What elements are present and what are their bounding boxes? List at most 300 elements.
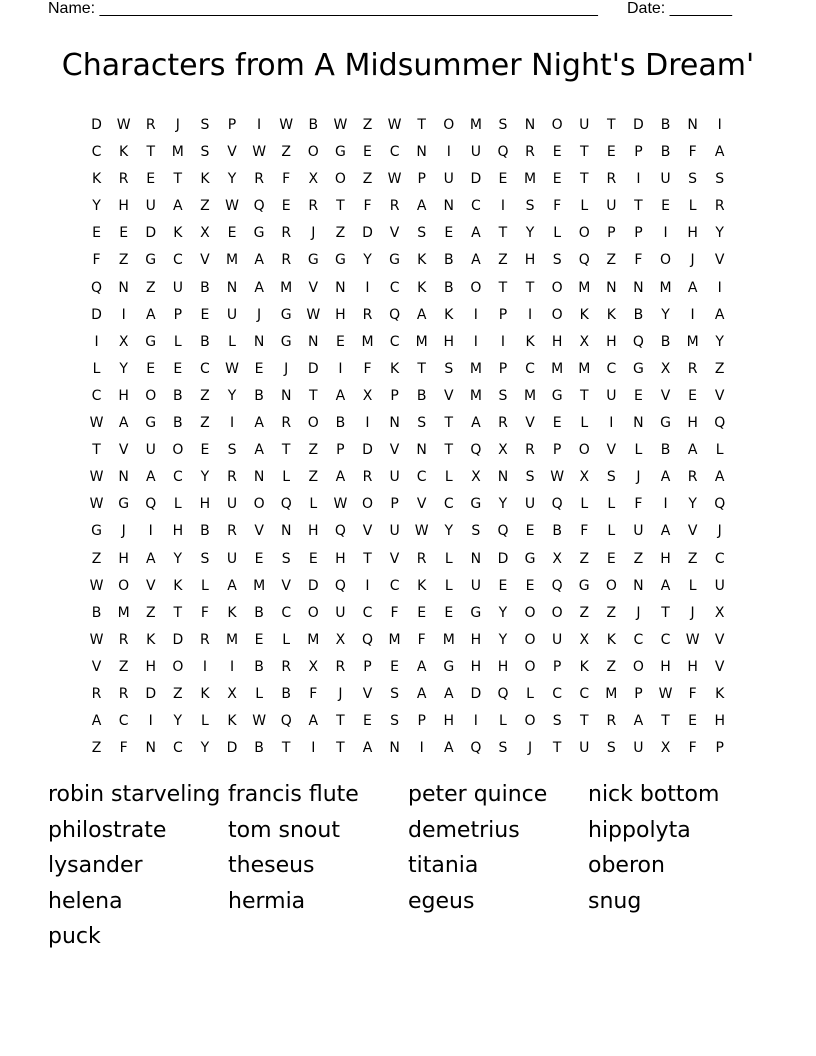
grid-letter: H — [335, 306, 346, 323]
grid-letter: I — [365, 279, 370, 296]
grid-letter: R — [281, 225, 292, 242]
grid-letter: U — [579, 117, 590, 133]
grid-letter: A — [335, 387, 346, 404]
grid-letter: W — [225, 198, 239, 215]
grid-letter: K — [579, 658, 589, 675]
grid-letter: J — [284, 360, 289, 377]
grid-letter: S — [498, 117, 508, 133]
grid-letter: O — [118, 577, 130, 594]
grid-letter: V — [145, 577, 156, 594]
grid-letter: V — [606, 442, 617, 459]
grid-letter: N — [389, 740, 400, 757]
grid-letter: B — [443, 279, 454, 296]
grid-letter: T — [173, 604, 183, 621]
grid-letter: Y — [688, 496, 697, 513]
grid-letter: W — [89, 631, 104, 648]
word-bank-item: robin starveling — [48, 782, 221, 807]
grid-letter: V — [660, 387, 671, 404]
grid-letter: V — [200, 252, 210, 269]
grid-letter: U — [524, 496, 536, 513]
grid-letter: A — [416, 306, 427, 323]
grid-letter: V — [227, 144, 237, 161]
grid-letter: C — [633, 631, 644, 648]
grid-letter: S — [498, 387, 508, 404]
grid-letter: I — [527, 306, 533, 323]
grid-letter: U — [226, 306, 238, 323]
grid-letter: R — [281, 658, 292, 675]
grid-letter: T — [634, 198, 643, 215]
grid-letter: L — [201, 577, 209, 594]
grid-letter: S — [688, 171, 698, 188]
grid-letter: W — [658, 685, 673, 702]
grid-letter: V — [254, 523, 264, 540]
grid-letter: W — [89, 577, 104, 594]
grid-letter: S — [552, 252, 562, 269]
grid-letter: L — [580, 496, 589, 513]
grid-letter: Z — [118, 252, 129, 269]
grid-letter: X — [579, 333, 590, 350]
grid-letter: W — [252, 713, 267, 730]
name-field-label: Name: ________________________________________________________ — [48, 0, 598, 17]
grid-letter: W — [306, 306, 321, 323]
grid-letter: U — [443, 171, 454, 188]
grid-letter: S — [281, 550, 291, 567]
grid-letter: F — [688, 685, 697, 702]
grid-letter: G — [280, 333, 292, 350]
grid-letter: C — [606, 360, 617, 377]
word-bank-item: hermia — [228, 888, 306, 914]
grid-letter: B — [660, 144, 671, 161]
grid-letter: A — [118, 415, 129, 432]
grid-letter: A — [660, 577, 671, 594]
grid-letter: J — [690, 604, 695, 621]
grid-letter: I — [311, 740, 316, 757]
grid-letter: K — [579, 306, 589, 323]
grid-letter: Y — [92, 198, 101, 215]
grid-letter: I — [663, 496, 668, 513]
grid-letter: T — [309, 387, 318, 404]
grid-letter: D — [91, 306, 102, 323]
grid-letter: N — [226, 279, 238, 296]
grid-letter: H — [606, 333, 617, 350]
grid-letter: L — [526, 685, 534, 702]
grid-letter: N — [416, 144, 427, 161]
grid-letter: H — [199, 496, 211, 513]
grid-letter: Q — [714, 415, 726, 432]
grid-letter: B — [660, 117, 671, 133]
grid-letter: U — [606, 387, 617, 404]
grid-letter: Z — [173, 685, 183, 702]
grid-letter: M — [280, 279, 293, 296]
grid-letter: Q — [497, 144, 509, 161]
grid-letter: C — [443, 496, 454, 513]
grid-letter: Q — [551, 577, 563, 594]
grid-letter: N — [633, 415, 644, 432]
word-bank-item: lysander — [48, 853, 143, 878]
grid-letter: X — [227, 685, 237, 702]
grid-letter: K — [417, 252, 427, 269]
grid-letter: C — [172, 740, 183, 757]
grid-letter: C — [91, 387, 102, 404]
grid-letter: T — [336, 713, 345, 730]
grid-letter: I — [365, 577, 370, 594]
grid-letter: N — [443, 198, 454, 215]
grid-letter: I — [446, 144, 451, 161]
grid-letter: D — [226, 740, 238, 757]
grid-letter: O — [307, 144, 319, 161]
grid-letter: B — [200, 279, 210, 296]
grid-letter: P — [417, 713, 426, 730]
grid-letter: E — [498, 171, 508, 188]
grid-letter: A — [714, 306, 725, 323]
grid-letter: H — [118, 198, 129, 215]
grid-letter: E — [525, 577, 535, 594]
grid-letter: J — [257, 306, 262, 323]
word-bank-item: titania — [408, 853, 479, 878]
grid-letter: N — [335, 279, 346, 296]
grid-letter: E — [119, 225, 129, 242]
grid-letter: Y — [227, 387, 237, 404]
grid-letter: W — [414, 523, 429, 540]
grid-letter: C — [389, 577, 400, 594]
grid-letter: B — [200, 333, 210, 350]
grid-row — [83, 736, 743, 763]
grid-letter: T — [281, 740, 291, 757]
grid-letter: V — [362, 685, 373, 702]
grid-letter: G — [443, 658, 455, 675]
grid-letter: U — [579, 740, 590, 757]
grid-letter: N — [633, 279, 644, 296]
grid-letter: L — [553, 225, 562, 242]
grid-letter: F — [553, 198, 562, 215]
grid-letter: V — [443, 387, 454, 404]
grid-letter: Z — [335, 225, 346, 242]
grid-letter: L — [309, 496, 318, 513]
grid-letter: Q — [470, 740, 482, 757]
grid-letter: S — [498, 740, 508, 757]
grid-letter: Z — [145, 604, 156, 621]
grid-letter: A — [714, 469, 725, 486]
grid-letter: A — [714, 144, 725, 161]
grid-letter: Z — [606, 658, 617, 675]
grid-letter: S — [552, 713, 562, 730]
grid-letter: F — [634, 252, 643, 269]
grid-letter: S — [417, 415, 427, 432]
grid-letter: O — [172, 442, 184, 459]
grid-letter: V — [714, 252, 725, 269]
grid-letter: Q — [632, 333, 644, 350]
grid-letter: T — [146, 144, 156, 161]
grid-letter: S — [200, 117, 210, 133]
grid-row — [83, 628, 743, 655]
grid-letter: I — [663, 225, 668, 242]
grid-letter: W — [387, 171, 402, 188]
grid-letter: T — [336, 740, 345, 757]
grid-letter: T — [417, 117, 426, 133]
grid-letter: P — [173, 306, 183, 323]
grid-letter: W — [279, 117, 294, 133]
grid-letter: O — [443, 117, 455, 133]
worksheet-header — [48, 0, 748, 20]
grid-letter: N — [389, 415, 400, 432]
grid-letter: T — [336, 198, 345, 215]
grid-letter: I — [229, 415, 235, 432]
grid-letter: Q — [280, 713, 292, 730]
grid-letter: Z — [606, 604, 617, 621]
grid-letter: Y — [200, 469, 210, 486]
grid-letter: E — [254, 631, 264, 648]
grid-letter: Y — [444, 523, 454, 540]
grid-letter: R — [389, 198, 400, 215]
grid-letter: O — [307, 604, 319, 621]
grid-letter: K — [173, 225, 183, 242]
grid-letter: F — [417, 631, 426, 648]
grid-letter: E — [417, 604, 427, 621]
grid-letter: H — [118, 550, 129, 567]
grid-letter: G — [145, 252, 157, 269]
grid-letter: M — [524, 387, 537, 404]
grid-letter: E — [335, 333, 345, 350]
grid-letter: E — [661, 198, 670, 215]
grid-letter: P — [390, 496, 399, 513]
word-bank-item: nick bottom — [588, 782, 720, 807]
grid-letter: T — [579, 171, 589, 188]
grid-letter: P — [634, 144, 643, 161]
grid-letter: I — [717, 279, 722, 296]
grid-letter: C — [579, 685, 590, 702]
grid-letter: Z — [362, 117, 373, 133]
grid-letter: S — [471, 523, 481, 540]
grid-letter: R — [687, 469, 698, 486]
grid-row — [83, 655, 743, 682]
grid-letter: R — [362, 469, 373, 486]
grid-letter: T — [607, 117, 616, 133]
grid-letter: X — [660, 360, 671, 377]
grid-letter: Z — [714, 360, 725, 377]
grid-letter: A — [416, 658, 427, 675]
grid-letter: P — [552, 442, 562, 459]
grid-letter: Y — [200, 740, 210, 757]
grid-letter: V — [714, 387, 725, 404]
grid-letter: B — [254, 658, 264, 675]
grid-letter: T — [417, 360, 426, 377]
grid-letter: P — [417, 171, 426, 188]
grid-letter: V — [687, 523, 698, 540]
grid-letter: W — [550, 469, 565, 486]
grid-letter: V — [525, 415, 535, 432]
grid-letter: J — [636, 469, 641, 486]
grid-letter: I — [365, 415, 370, 432]
grid-letter: M — [469, 387, 482, 404]
grid-letter: P — [498, 360, 508, 377]
grid-letter: V — [714, 631, 725, 648]
grid-letter: V — [714, 658, 725, 675]
grid-letter: U — [660, 171, 671, 188]
grid-letter: P — [634, 225, 643, 242]
grid-row — [83, 140, 743, 167]
grid-letter: E — [200, 306, 210, 323]
grid-letter: O — [524, 713, 536, 730]
grid-letter: H — [470, 631, 482, 648]
grid-letter: E — [498, 577, 508, 594]
grid-letter: Q — [91, 279, 103, 296]
grid-letter: K — [444, 306, 454, 323]
grid-letter: G — [145, 333, 157, 350]
grid-letter: E — [146, 171, 156, 188]
date-field-label: Date: _______ — [627, 0, 732, 17]
grid-letter: Y — [363, 252, 372, 269]
grid-letter: M — [469, 360, 482, 377]
grid-letter: Z — [308, 442, 319, 459]
grid-letter: X — [660, 740, 671, 757]
grid-letter: C — [714, 550, 725, 567]
grid-letter: B — [91, 604, 102, 621]
grid-letter: E — [254, 550, 264, 567]
word-bank-item: snug — [588, 888, 642, 914]
grid-letter: V — [389, 225, 400, 242]
grid-letter: R — [254, 171, 264, 188]
grid-row — [83, 519, 743, 546]
grid-letter: E — [633, 387, 643, 404]
grid-letter: I — [717, 117, 722, 133]
grid-letter: O — [524, 604, 536, 621]
grid-letter: W — [225, 360, 239, 377]
grid-letter: B — [552, 523, 562, 540]
grid-letter: N — [633, 577, 644, 594]
grid-letter: H — [470, 658, 482, 675]
grid-letter: K — [200, 171, 210, 188]
grid-letter: T — [661, 604, 670, 621]
grid-letter: J — [121, 523, 126, 540]
grid-letter: K — [173, 577, 183, 594]
grid-letter: X — [714, 604, 725, 621]
grid-letter: D — [362, 442, 373, 459]
grid-letter: J — [338, 685, 343, 702]
grid-letter: U — [145, 442, 156, 459]
grid-letter: L — [607, 496, 616, 513]
grid-letter: T — [444, 442, 454, 459]
grid-letter: D — [497, 550, 509, 567]
grid-letter: T — [579, 144, 589, 161]
grid-letter: N — [118, 279, 129, 296]
grid-letter: H — [335, 550, 346, 567]
grid-letter: I — [473, 306, 478, 323]
grid-letter: L — [255, 685, 264, 702]
grid-letter: Q — [578, 252, 590, 269]
word-bank-item: helena — [48, 888, 123, 914]
grid-letter: K — [606, 306, 616, 323]
grid-letter: F — [688, 740, 697, 757]
grid-letter: P — [607, 225, 616, 242]
grid-letter: W — [89, 415, 104, 432]
grid-letter: L — [173, 496, 182, 513]
grid-letter: X — [498, 442, 508, 459]
grid-letter: D — [145, 225, 157, 242]
grid-letter: R — [687, 360, 698, 377]
grid-letter: C — [552, 685, 563, 702]
grid-letter: T — [92, 442, 101, 459]
grid-letter: E — [146, 360, 156, 377]
grid-letter: O — [253, 496, 265, 513]
grid-letter: R — [525, 144, 535, 161]
grid-letter: N — [118, 469, 129, 486]
grid-letter: P — [498, 306, 508, 323]
grid-letter: G — [334, 252, 346, 269]
grid-letter: E — [281, 198, 291, 215]
grid-letter: U — [389, 469, 400, 486]
grid-letter: M — [524, 171, 537, 188]
grid-letter: V — [118, 442, 129, 459]
grid-letter: X — [552, 550, 562, 567]
grid-letter: I — [473, 713, 478, 730]
grid-letter: X — [579, 469, 590, 486]
grid-row — [83, 303, 743, 330]
grid-letter: M — [225, 631, 239, 648]
word-bank-item: theseus — [228, 853, 315, 878]
grid-letter: O — [551, 117, 563, 133]
grid-row — [83, 221, 743, 248]
grid-letter: Z — [91, 550, 102, 567]
grid-letter: E — [308, 550, 318, 567]
grid-row — [83, 248, 743, 275]
grid-letter: N — [524, 117, 536, 133]
grid-letter: K — [91, 171, 102, 188]
grid-letter: B — [443, 252, 454, 269]
grid-letter: C — [416, 469, 427, 486]
grid-letter: U — [714, 577, 725, 594]
grid-letter: Y — [525, 225, 535, 242]
grid-letter: L — [444, 577, 453, 594]
grid-letter: Z — [498, 252, 508, 269]
grid-letter: L — [607, 523, 616, 540]
grid-letter: I — [338, 360, 343, 377]
grid-letter: F — [309, 685, 318, 702]
grid-letter: A — [145, 550, 156, 567]
grid-letter: R — [308, 198, 319, 215]
grid-letter: W — [89, 496, 104, 513]
grid-letter: U — [226, 496, 238, 513]
grid-row — [83, 547, 743, 574]
grid-row — [83, 167, 743, 194]
grid-letter: B — [660, 333, 671, 350]
grid-letter: E — [390, 658, 399, 675]
grid-letter: H — [687, 415, 698, 432]
grid-letter: J — [636, 604, 641, 621]
grid-letter: I — [202, 658, 207, 675]
word-bank-item: oberon — [588, 853, 665, 878]
grid-letter: P — [634, 685, 643, 702]
grid-letter: B — [200, 523, 210, 540]
grid-letter: X — [362, 387, 373, 404]
grid-letter: P — [715, 740, 724, 757]
grid-letter: J — [527, 740, 533, 757]
grid-letter: Q — [361, 631, 373, 648]
grid-letter: A — [227, 577, 237, 594]
grid-letter: S — [227, 442, 237, 459]
grid-letter: T — [579, 713, 589, 730]
grid-letter: T — [444, 415, 454, 432]
grid-letter: T — [498, 225, 508, 242]
grid-letter: Y — [498, 604, 508, 621]
grid-letter: B — [335, 415, 346, 432]
grid-letter: A — [254, 442, 264, 459]
grid-letter: C — [389, 279, 400, 296]
grid-letter: B — [308, 117, 319, 133]
grid-letter: Q — [551, 496, 563, 513]
grid-letter: M — [117, 604, 130, 621]
grid-letter: P — [390, 387, 399, 404]
grid-letter: Q — [334, 523, 346, 540]
